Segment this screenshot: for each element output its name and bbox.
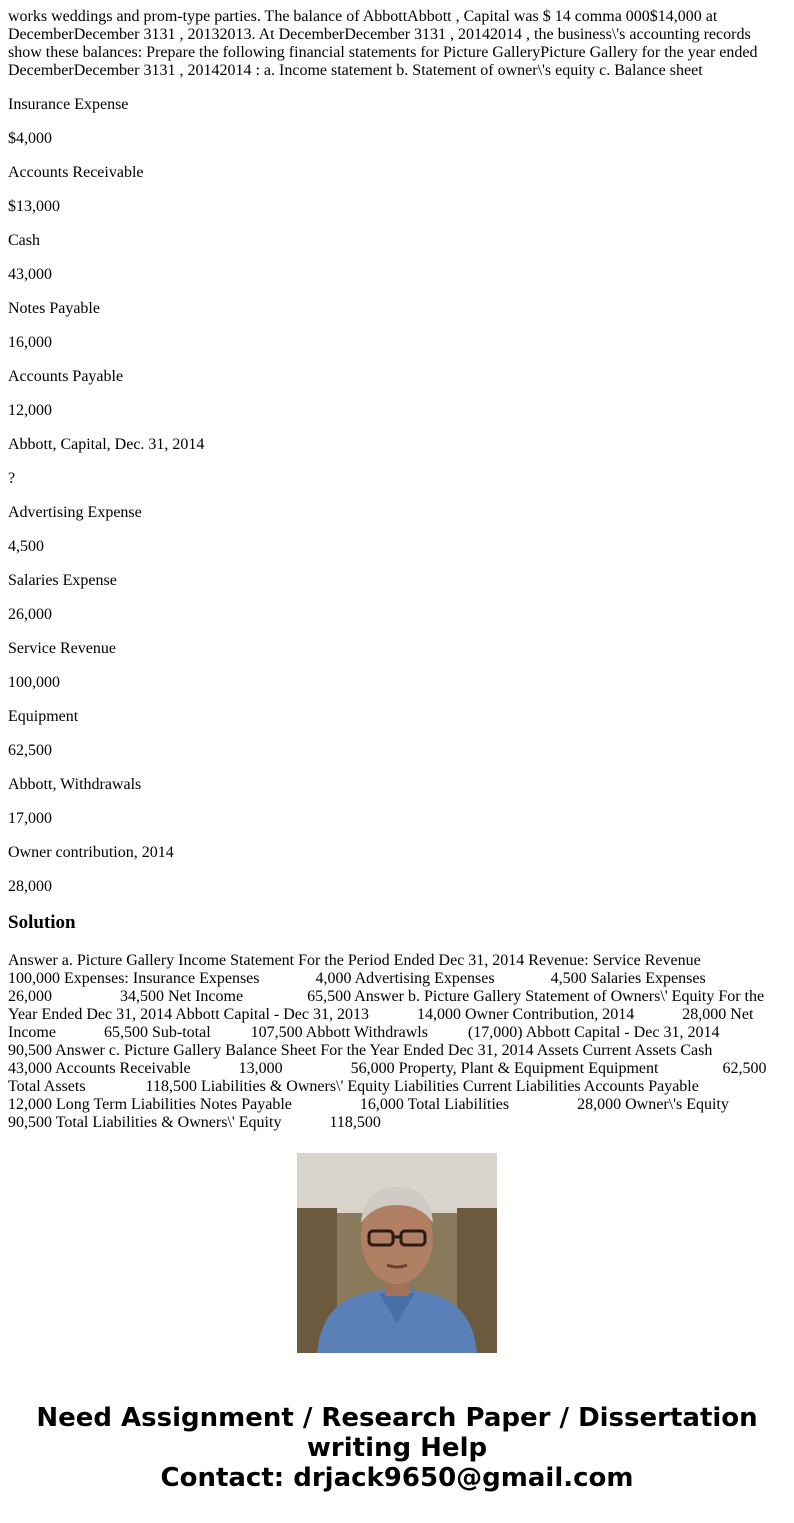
list-item: 17,000 xyxy=(8,810,52,827)
problem-statement: works weddings and prom-type parties. The balance of AbbottAbbott , Capital was $ 14 comma 000$14,000 at DecemberDecember 3131 , 20132013. At DecemberDecember 3131 , 20142014 , the business\'s accounting records show these balances: Prepare the following financial statements for Picture GalleryPicture Gallery for the year ended DecemberDecember 3131 , 20142014 : a. Income statement b. Statement of owner\'s equity c. Balance sheet xyxy=(8,8,758,79)
avatar xyxy=(297,1153,497,1353)
list-item: Service Revenue xyxy=(8,640,116,657)
list-item: $13,000 xyxy=(8,198,60,215)
list-item: Advertising Expense xyxy=(8,504,142,521)
list-item: 12,000 xyxy=(8,402,52,419)
document-body xyxy=(8,8,789,1131)
list-item: 4,500 xyxy=(8,538,44,555)
list-item: $4,000 xyxy=(8,130,52,147)
footer-line-1: Need Assignment / Research Paper / Dissertation xyxy=(36,1403,758,1433)
list-item: Accounts Payable xyxy=(8,368,124,385)
solution-heading: Solution xyxy=(8,912,76,933)
list-item: 62,500 xyxy=(8,742,52,759)
list-item: 26,000 xyxy=(8,606,52,623)
footer-banner xyxy=(0,1403,794,1493)
list-item: Notes Payable xyxy=(8,300,100,317)
list-item: Salaries Expense xyxy=(8,572,117,589)
list-item: 100,000 xyxy=(8,674,60,691)
solution-answer: Answer a. Picture Gallery Income Statement For the Period Ended Dec 31, 2014 Revenue: Service Revenue 100,000 Expenses: Insurance Expenses 4,000 Advertising Expenses 4,500 Salaries Expenses 26,000 34,500 Net Income 65,500 Answer b. Picture Gallery Statement of Owners\' Equity For the Year Ended Dec 31, 2014 Abbott Capital - Dec 31, 2013 14,000 Owner Contribution, 2014 28,000 Net Income 65,500 Sub-total 107,500 Abbott Withdrawls (17,000) Abbott Capital - Dec 31, 2014 90,500 Answer c. Picture Gallery Balance Sheet For the Year Ended Dec 31, 2014 Assets Current Assets Cash 43,000 Accounts Receivable 13,000 56,000 Property, Plant & Equipment Equipment 62,500 Total Assets 118,500 Liabilities & Owners\' Equity Liabilities Current Liabilities Accounts Payable 12,000 Long Term Liabilities Notes Payable 16,000 Total Liabilities 28,000 Owner\'s Equity 90,500 Total Liabilities & Owners\' Equity 118,500 xyxy=(8,952,789,1131)
list-item: 16,000 xyxy=(8,334,52,351)
footer-line-2: writing Help xyxy=(306,1433,488,1463)
author-photo xyxy=(297,1153,497,1353)
list-item: 28,000 xyxy=(8,878,52,895)
list-item: ? xyxy=(8,470,16,487)
balance-list xyxy=(8,96,778,896)
list-item: Abbott, Withdrawals xyxy=(8,776,142,793)
list-item: 43,000 xyxy=(8,266,52,283)
list-item: Insurance Expense xyxy=(8,96,129,113)
list-item: Cash xyxy=(8,232,40,249)
list-item: Abbott, Capital, Dec. 31, 2014 xyxy=(8,436,205,453)
list-item: Owner contribution, 2014 xyxy=(8,844,174,861)
list-item: Accounts Receivable xyxy=(8,164,144,181)
footer-contact: Contact: drjack9650@gmail.com xyxy=(160,1463,634,1493)
list-item: Equipment xyxy=(8,708,79,725)
